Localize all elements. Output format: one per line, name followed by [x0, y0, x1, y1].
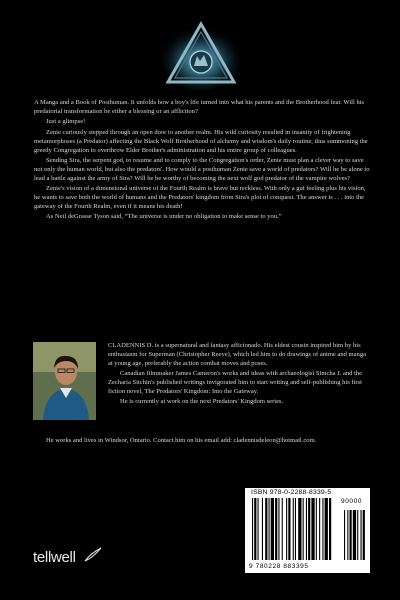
barcode-stripe [293, 498, 294, 560]
price-code: 90000 [341, 498, 363, 505]
blurb-paragraph: A Manga and a Book of Posthuman. It unfolds how a boy's life turned into what his parents and the Brotherhood fear. Will his predatorial transformation be either a blessing or an affliction? [34, 99, 365, 115]
barcode-stripe [282, 498, 283, 560]
isbn-label: ISBN 978-0-2288-8339-5 [251, 489, 332, 496]
barcode-stripe [269, 498, 270, 560]
barcode-stripe [363, 510, 365, 560]
blurb-paragraph: Zenie curiously stepped through an open door to another realm. His wild curiosity resulted in insanity of frightening metamorphoses (a Predator) affecting the Black Wolf Brotherhood of alchemy and wisdom's daily routine, thus summoning the greedy Congregation to overthrow Elder Brother's administration and his entire group of colleagues. [34, 128, 368, 154]
isbn-barcode [245, 488, 370, 573]
barcode-stripe [265, 498, 267, 560]
barcode-stripe [329, 498, 331, 560]
barcode-stripe [303, 498, 304, 560]
barcode-stripe [271, 498, 274, 560]
barcode-stripe [344, 510, 345, 560]
bio-paragraph: He works and lives in Windsor, Ontario. Contact him on his email add: cladennisdeleon@hotmail.com. [46, 437, 317, 444]
barcode-stripe [316, 498, 317, 560]
barcode-stripe [286, 498, 287, 560]
barcode-stripe [322, 498, 323, 560]
author-bio-continued [34, 437, 370, 447]
publisher-name: tellwell [33, 549, 76, 566]
barcode-stripe [298, 498, 301, 560]
barcode-stripe [275, 498, 277, 560]
quill-icon [83, 547, 103, 563]
isbn-digits: 9 780228 883395 [249, 563, 309, 570]
bio-paragraph: He is currently at work on the next Predators' Kingdom series. [120, 398, 284, 406]
barcode-stripe [361, 510, 362, 560]
blurb-paragraph: Sending Sira, the serpent god, to resume and to comply to the Congregation's order, Zenie must plan a clever way to save not only the human world, but also the predators'. How would a posthuman Zenie save a world of predators? Will he be alone to lead a battle against the army of Sira? Will he be worthy of becoming the next wolf god predator of the vampire wolves? [34, 156, 370, 182]
barcode-stripe [278, 498, 279, 560]
barcode-stripe [353, 510, 356, 560]
barcode-stripe [319, 498, 320, 560]
publisher-logo [33, 547, 103, 567]
barcode-stripe [357, 510, 358, 560]
bio-paragraph: CLADENNIS D. is a supernatural and fantasy afficionado. His eldest cousin inspired him by his enthusiasm for Superman (Christopher Reeve), which led him to do drawings of anime and manga at young age, preferably the action combat moves and poses. [108, 342, 366, 367]
barcode-bars [248, 498, 368, 562]
barcode-stripe [288, 498, 290, 560]
barcode-stripe [325, 498, 328, 560]
barcode-stripe [252, 498, 253, 560]
blurb-paragraph: Zenie's vision of a dimensional universe of the Fourth Realm is brave but reckless. With only a gut feeling plus his vision, he wants to save both the world of humans and the Predators' kingdom from Sira's plot of conquest. The answer is . . . into the gateway of the Fourth Realm, even if it means his death! [34, 185, 366, 210]
back-cover-blurb [34, 99, 370, 224]
blurb-paragraph: As Neil deGrasse Tyson said, “The universe is under no obligation to make sense to you.” [46, 213, 282, 221]
bio-paragraph: Canadian filmmaker James Cameron's works and ideas with archaeologist Simcha J. and the Zecharia Sitchin's published writings invigorated him to start writing and self-publishing his first fiction novel, The Predators' Kingdom: Into the Gateway. [108, 370, 363, 396]
blurb-paragraph: Just a glimpse! [46, 118, 86, 126]
barcode-stripe [254, 498, 256, 560]
barcode-stripe [347, 510, 348, 560]
barcode-stripe [311, 498, 314, 560]
author-bio [108, 342, 370, 409]
barcode-stripe [350, 510, 352, 560]
barcode-stripe [295, 498, 296, 560]
triangle-emblem-icon [160, 18, 242, 90]
author-photo [33, 342, 96, 420]
barcode-stripe [258, 498, 259, 560]
barcode-stripe [308, 498, 310, 560]
barcode-stripe [262, 498, 263, 560]
barcode-stripe [306, 498, 307, 560]
